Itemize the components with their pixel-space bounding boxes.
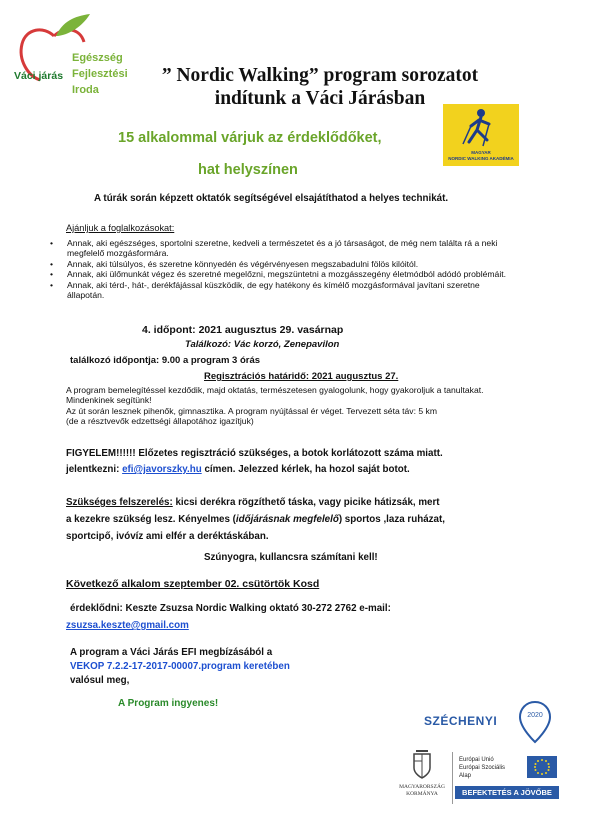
contact-email-link[interactable]: zsuzsa.keszte@gmail.com: [66, 620, 189, 631]
equipment-italic: időjárásnak megfelelő: [235, 514, 339, 525]
badge-line2: NORDIC WALKING AKADÉMIA: [448, 156, 514, 161]
contact-line: érdeklődni: Keszte Zsuzsa Nordic Walking oktató 30-272 2762 e-mail:: [70, 603, 391, 614]
intro-text: A túrák során képzett oktatók segítségével elsajátíthatod a helyes technikát.: [94, 193, 449, 204]
next-event: Következő alkalom szeptember 02. csütörtök Kosd: [66, 578, 320, 590]
eu-line2: Európai Szociális: [459, 765, 506, 771]
description-para2: Az út során lesznek pihenők, gimnasztika. A program nyújtással ér véget. Tervezett séta táv: 5 km: [66, 405, 437, 416]
logo-line2: Fejlesztési: [72, 68, 128, 80]
event-date: 4. időpont: 2021 augusztus 29. vasárnap: [142, 324, 344, 336]
signup-label: jelentkezni:: [66, 464, 120, 475]
description-para3: (de a résztvevők edzettségi állapotához igazítjuk): [66, 416, 254, 427]
nordic-walker-icon: [443, 104, 519, 152]
eu-line3: Alap: [459, 773, 472, 779]
title-line1: ” Nordic Walking” program sorozatot: [161, 65, 479, 86]
recommend-list: [50, 238, 518, 300]
szechenyi-logo: [424, 700, 554, 750]
hungary-line2: KORMÁNYA: [406, 791, 438, 797]
title-line2: indítunk a Váci Járásban: [214, 88, 426, 109]
equipment-text4: sportcipő, ivóvíz ami elfér a deréktáskában.: [66, 531, 269, 542]
signup-tail: címen. Jelezzed kérlek, ha hozol saját botot.: [204, 464, 410, 475]
list-item: • Annak, aki egészséges, sportolni szeretne, kedveli a természetet és a jó társaságot, de még nem találta rá a neki megfelelő mozgásformára.: [50, 238, 518, 259]
funding-line2: VEKOP 7.2.2-17-2017-00007.program keretében: [70, 661, 290, 672]
page-title: [150, 64, 490, 110]
list-item: • Annak, aki túlsúlyos, és szeretne könnyedén és végérvényesen megszabadulni fölös kilóitól.: [50, 259, 518, 269]
description-para1: A program bemelegítéssel kezdődik, majd oktatás, természetesen gyalogolunk, hogy gyakoroljuk a tanultakat. Mindenkinek segítünk!: [66, 385, 484, 406]
event-meeting-place: Találkozó: Vác korzó, Zenepavilon: [185, 339, 340, 350]
szechenyi-name: SZÉCHENYI: [424, 714, 498, 728]
event-description: [66, 385, 518, 427]
signup-line: [66, 464, 410, 475]
eu-line1: Európai Unió: [459, 757, 494, 763]
subtitle-line2: hat helyszínen: [198, 162, 298, 178]
hungary-line1: MAGYARORSZÁG: [399, 784, 445, 790]
free-program: A Program ingyenes!: [118, 698, 219, 709]
eu-slogan: BEFEKTETÉS A JÖVŐBE: [455, 786, 559, 799]
efi-logo: [14, 14, 128, 104]
hungary-gov-logo: [392, 746, 452, 806]
signup-email-link[interactable]: efi@javorszky.hu: [122, 464, 202, 475]
equipment-text1: kicsi derékra rögzíthető táska, vagy picike hátizsák, mert: [175, 497, 440, 508]
eu-logo: [452, 752, 561, 804]
logo-line3: Iroda: [72, 84, 99, 96]
szechenyi-year: 2020: [527, 712, 543, 719]
equipment-label: Szükséges felszerelés:: [66, 497, 173, 508]
mosquito-warning: Szúnyogra, kullancsra számítani kell!: [204, 552, 378, 563]
subtitle-line1: 15 alkalommal várjuk az érdeklődőket,: [118, 130, 382, 146]
nordic-walking-badge: [443, 104, 519, 166]
funding-line3: valósul meg,: [70, 675, 130, 686]
location-pin-icon: [518, 700, 552, 744]
list-item: • Annak, aki térd-, hát-, derékfájással küszködik, de egy hatékony és kímélő mozgásformával javítani szeretne állapotán.: [50, 280, 518, 301]
coat-of-arms-icon: [410, 746, 434, 780]
logo-name: Váci járás: [14, 70, 64, 82]
event-meeting-time: találkozó időpontja: 9.00 a program 3 órás: [70, 355, 261, 366]
list-item: • Annak, aki ülőmunkát végez és szeretné megelőzni, megszüntetni a mozgásszegény életmódból adódó problémáit.: [50, 269, 518, 279]
eu-flag-icon: [527, 756, 557, 778]
attention-line: FIGYELEM!!!!!! Előzetes regisztráció szükséges, a botok korlátozott száma miatt.: [66, 448, 443, 459]
equipment-text3: ) sportos ,laza ruházat,: [338, 514, 445, 525]
recommend-heading: Ajánljuk a foglalkozásokat:: [66, 223, 175, 233]
funding-line1: A program a Váci Járás EFI megbízásából a: [70, 647, 273, 658]
badge-line1: MAGYAR: [471, 150, 491, 155]
equipment-section: [66, 494, 526, 545]
event-registration: Regisztrációs határidő: 2021 augusztus 27.: [204, 371, 399, 382]
logo-line1: Egészség: [72, 52, 123, 64]
funding-section: [70, 646, 290, 688]
equipment-text2: a kezekre szükség lesz. Kényelmes (: [66, 514, 236, 525]
